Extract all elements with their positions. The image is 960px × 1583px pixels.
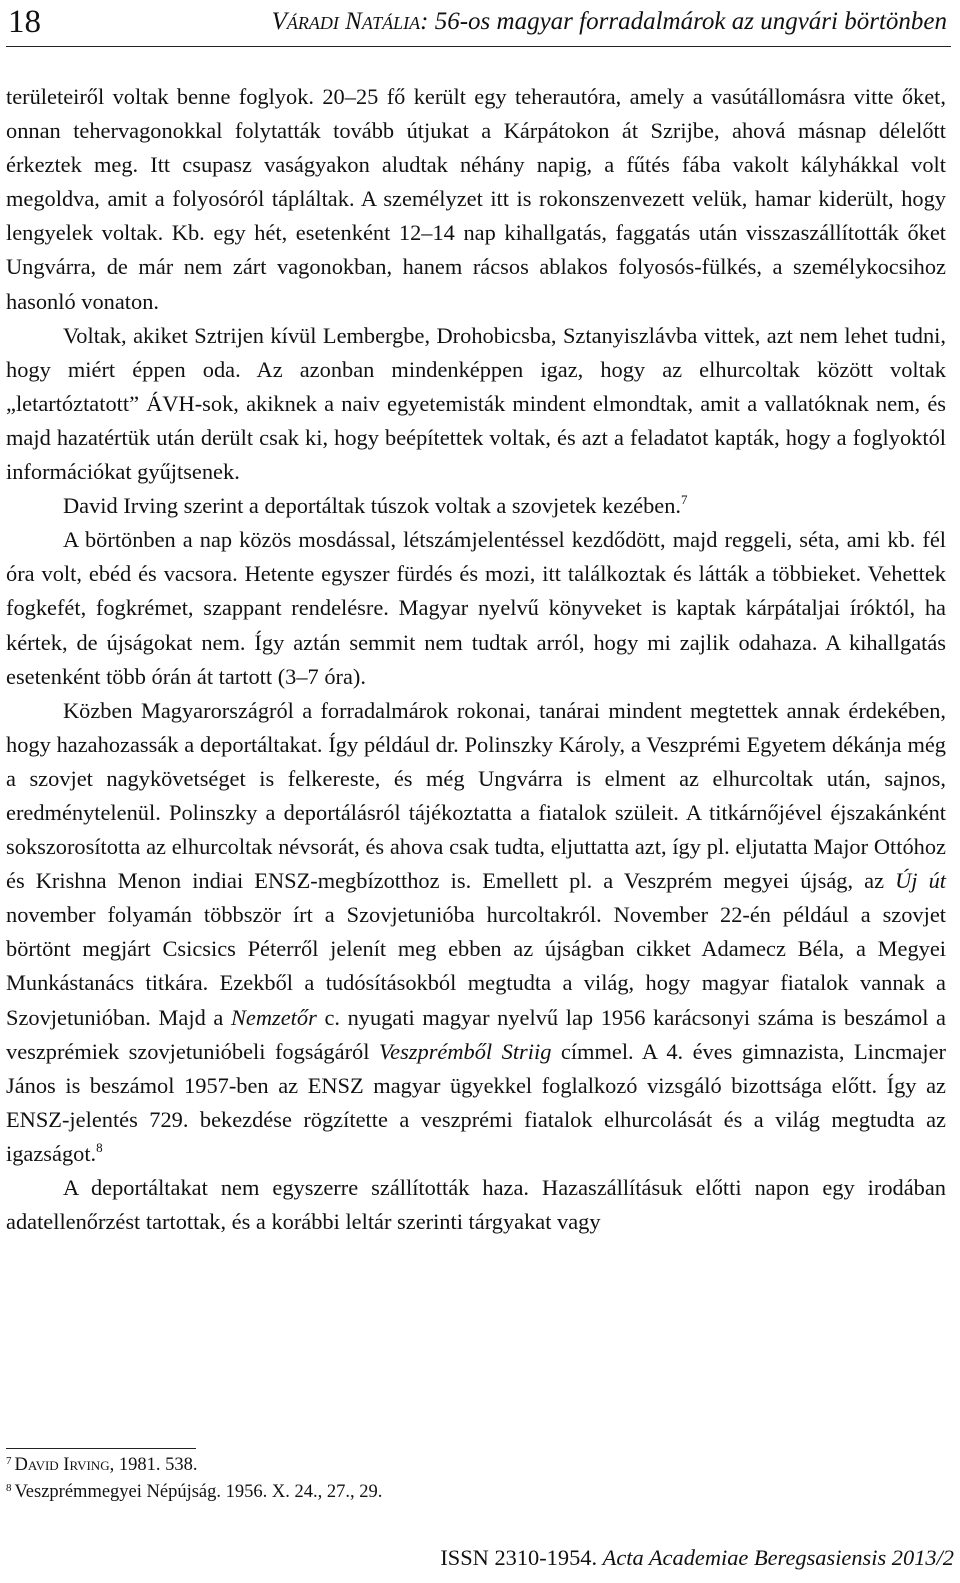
- page-footer: [440, 1545, 954, 1571]
- footnote-7: [6, 1452, 906, 1479]
- paragraph-4-text: A börtönben a nap közös mosdással, létszámjelentéssel kezdődött, majd reggeli, séta, ami kb. fél óra volt, ebéd és vacsora. Hetente egyszer fürdés és mozi, itt találkoztak és látták a többieket. Vehettek fogkefét, fogkrémet, szappant rendelésre. Magyar nyelvű könyveket is kaptak kárpátaljai íróktól, ha kértek, de újságokat nem. Így aztán semmit nem tudtak arról, hogy mi zajlik odahaza. A kihallgatás esetenként több órán át tartott (3–7 óra).: [6, 527, 946, 689]
- paragraph-1-text: területeiről voltak benne foglyok. 20–25 fő került egy teherautóra, amely a vasútállomásra vitte őket, onnan tehervagonokkal folytatták tovább útjukat a Kárpátokon át Szrijbe, ahová másnap délelőtt érkeztek meg. Itt csupasz vaságyakon aludtak néhány napig, a fűtés fába vakolt kályhákkal volt megoldva, amit a folyosóról tápláltak. A személyzet itt is rokonszenvezett velük, hamar kiderült, hogy lengyelek voltak. Kb. egy hét, esetenként 12–14 nap kihallgatás, faggatás után visszaszállították őket Ungvárra, de már nem zárt vagonokban, hanem rácsos ablakos folyosós-fülkés, a személykocsihoz hasonló vonaton.: [6, 84, 946, 314]
- article-body: [6, 80, 946, 1239]
- footer-issn: ISSN 2310-1954.: [440, 1545, 603, 1570]
- paragraph-4: [6, 523, 946, 693]
- paragraph-5-text-d: címmel. A 4. éves gimnazista, Lincmajer János is beszámol 1957-ben az ENSZ magyar ügyekkel foglalkozó vizsgáló bizottsága előtt. Így az ENSZ-jelentés 729. bekezdése rögzítette a veszprémi fiatalok elhurcolását és a világ megtudta az igazságot.: [6, 1038, 946, 1166]
- header-author: Váradi Natália: [271, 8, 421, 35]
- article-title-veszpremb: Veszprémből Striig: [378, 1038, 552, 1064]
- header-title: : 56-os magyar forradalmárok az ungvári börtönben: [420, 8, 947, 35]
- newspaper-title-nemzetor: Nemzetőr: [230, 1004, 317, 1030]
- paragraph-5-text-b: november folyamán többször írt a Szovjetunióba hurcoltakról. November 22-én például a szovjet börtönt megjárt Csicsics Péterről jelenít meg ebben az újságban cikket Adamecz Béla, a Megyei Munkástanács titkára. Ezekből a tudósításokból megtudta a világ, hogy magyar fiatalok vannak a Szovjetunióban. Majd a: [6, 902, 946, 1030]
- footnote-8-text: Veszprémmegyei Népújság. 1956. X. 24., 27., 29.: [14, 1482, 383, 1502]
- paragraph-1: [6, 80, 946, 319]
- footer-journal: Acta Academiae Beregsasiensis 2013/2: [602, 1545, 954, 1570]
- paragraph-5: [6, 694, 946, 1171]
- paragraph-2-text: Voltak, akiket Sztrijen kívül Lembergbe, Drohobicsba, Sztanyiszlávba vittek, azt nem lehet tudni, hogy miért éppen oda. Az azonban mindenképpen igaz, hogy az elhurcoltak között voltak „letartóztatott” ÁVH-sok, akiknek a naiv egyetemisták mindent elmondtak, amit a vallatóknak nem, és majd hazatértük után derült csak ki, hogy beépítettek voltak, és azt a feladatot kapták, hogy a foglyoktól információkat gyűjtsenek.: [6, 322, 946, 485]
- footnote-7-text: , 1981. 538.: [109, 1455, 198, 1475]
- newspaper-title-uj-ut: Új út: [895, 868, 946, 894]
- footnote-ref-8: 8: [96, 1139, 103, 1155]
- footnote-8: [6, 1479, 906, 1506]
- paragraph-6: [6, 1171, 946, 1239]
- footnotes: [6, 1452, 906, 1506]
- paragraph-3-text: David Irving szerint a deportáltak túszok voltak a szovjetek kezében.: [63, 493, 682, 519]
- footnote-7-number: 7: [6, 1455, 12, 1467]
- footnote-ref-7: 7: [681, 492, 688, 508]
- paragraph-2: [6, 319, 946, 489]
- paragraph-3: [6, 489, 946, 523]
- footnote-7-author: David Irving: [14, 1455, 110, 1475]
- page-number: 18: [8, 4, 41, 40]
- paragraph-6-text: A deportáltakat nem egyszerre szállították haza. Hazaszállításuk előtti napon egy irodában adatellenőrzést tartottak, és a korábbi leltár szerinti tárgyakat vagy: [6, 1175, 946, 1235]
- footnote-divider: [6, 1448, 196, 1449]
- running-header: [6, 0, 951, 47]
- footnote-8-number: 8: [6, 1482, 12, 1494]
- running-title: [272, 8, 947, 36]
- paragraph-5-text-a: Közben Magyarországról a forradalmárok rokonai, tanárai mindent megtettek annak érdekében, hogy hazahozassák a deportáltakat. Így például dr. Polinszky Károly, a Veszprémi Egyetem dékánja még a szovjet nagykövetséget is felkereste, és még Ungvárra is elment az elhurcoltak után, sajnos, eredménytelenül. Polinszky a deportálásról tájékoztatta a fiatalok szüleit. A titkárnőjével éjszakánként sokszorosította az elhurcoltak névsorát, és ahova csak tudta, eljuttatta azt, így pl. eljutatta Major Ottóhoz és Krishna Menon indiai ENSZ-megbízotthoz is. Emellett pl. a Veszprém megyei újság, az: [6, 697, 946, 894]
- paragraph-5-text-c: c. nyugati magyar nyelvű lap 1956 karácsonyi száma is beszámol a veszprémiek szovjetunióbeli fogságáról: [6, 1004, 946, 1064]
